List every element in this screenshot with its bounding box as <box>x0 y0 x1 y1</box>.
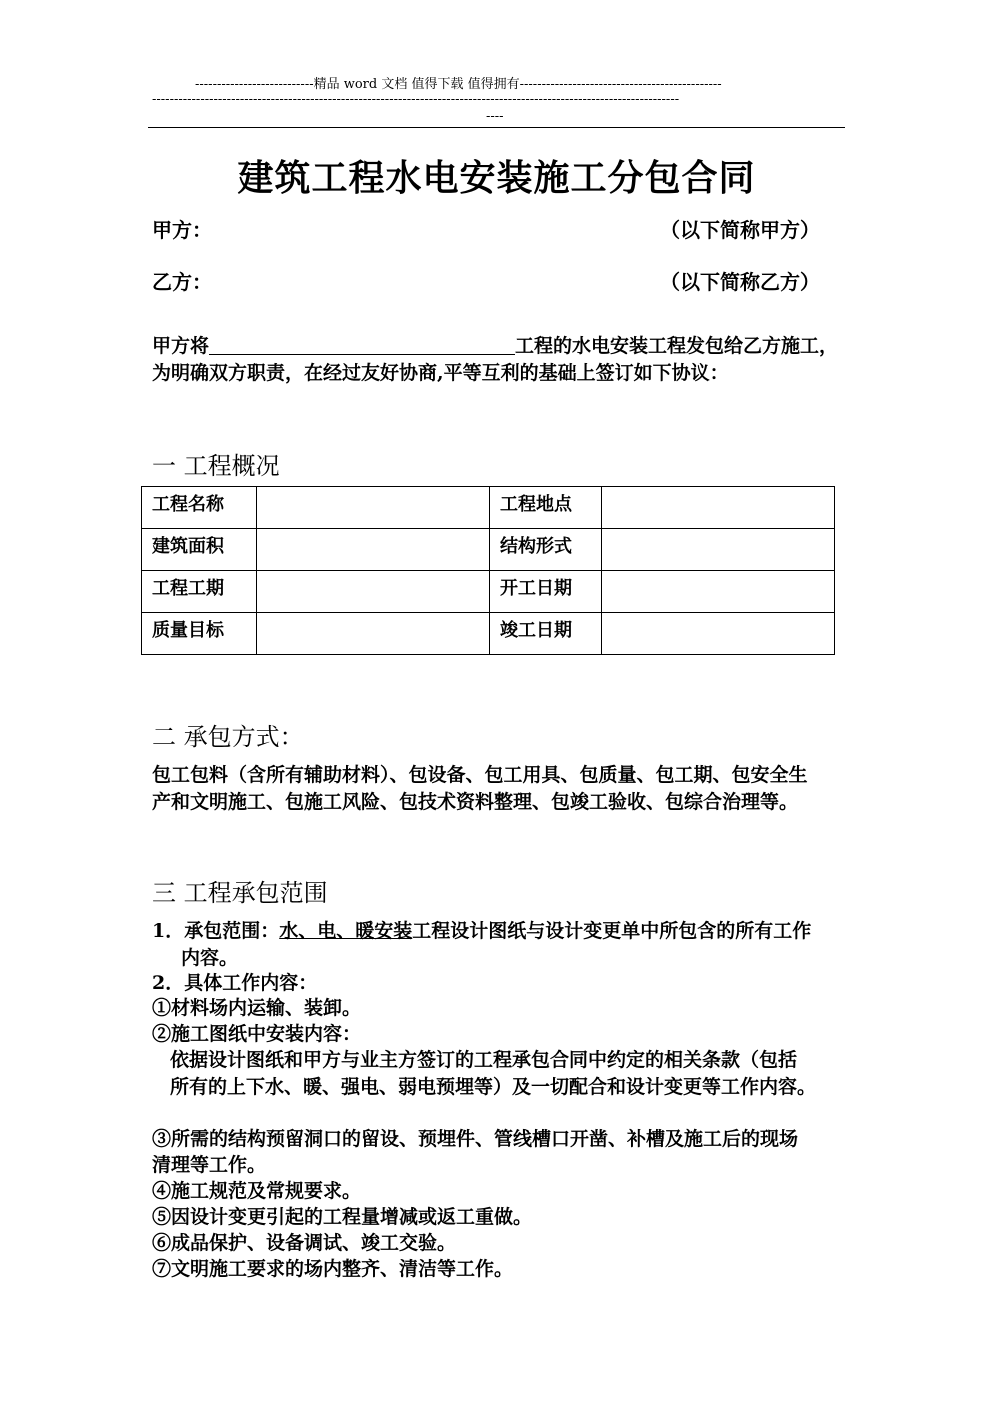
party-a-alias: （以下简称甲方） <box>660 218 820 242</box>
work-item-5: ⑤因设计变更引起的工程量增减或返工重做。 <box>152 1206 533 1228</box>
table-cell-value <box>257 613 490 655</box>
section2-heading: 二 承包方式： <box>152 723 304 751</box>
work-item-3-line-1: ③所需的结构预留洞口的留设、预埋件、管线槽口开凿、补槽及施工后的现场 <box>152 1128 799 1150</box>
scope-item-1-cont: 内容。 <box>181 947 239 969</box>
table-row <box>142 613 835 655</box>
table-cell-value <box>257 487 490 529</box>
intro-line-2: 为明确双方职责，在经过友好协商,平等互利的基础上签订如下协议： <box>152 362 729 384</box>
document-title: 建筑工程水电安装施工分包合同 <box>237 158 756 199</box>
work-item-4: ④施工规范及常规要求。 <box>152 1180 362 1202</box>
header-rule <box>148 127 845 128</box>
scope-item-1-prefix: 1．承包范围： <box>152 920 280 942</box>
work-item-2: ②施工图纸中安装内容： <box>152 1023 362 1045</box>
table-cell-label: 工程工期 <box>142 571 257 613</box>
section2-line-1: 包工包料（含所有辅助材料）、包设备、包工用具、包质量、包工期、包安全生 <box>152 764 808 786</box>
work-item-3-line-2: 清理等工作。 <box>152 1154 267 1176</box>
table-row <box>142 529 835 571</box>
scope-item-1-suffix: 工程设计图纸与设计变更单中所包含的所有工作 <box>412 920 812 942</box>
table-cell-value <box>257 571 490 613</box>
project-name-blank <box>209 334 515 355</box>
table-cell-label: 建筑面积 <box>142 529 257 571</box>
section3-heading: 三 工程承包范围 <box>152 879 328 907</box>
table-cell-value <box>602 571 835 613</box>
party-a-label: 甲方： <box>152 218 212 242</box>
work-item-7: ⑦文明施工要求的场内整齐、清洁等工作。 <box>152 1258 514 1280</box>
scope-item-1 <box>152 916 811 943</box>
party-b-label: 乙方： <box>152 270 212 294</box>
section1-heading: 一 工程概况 <box>152 452 280 480</box>
table-cell-value <box>257 529 490 571</box>
table-cell-label: 竣工日期 <box>490 613 602 655</box>
section2-line-2: 产和文明施工、包施工风险、包技术资料整理、包竣工验收、包综合治理等。 <box>152 791 799 813</box>
work-item-2-line-2: 所有的上下水、暖、强电、弱电预埋等）及一切配合和设计变更等工作内容。 <box>170 1076 817 1098</box>
table-cell-label: 质量目标 <box>142 613 257 655</box>
scope-item-2: 2．具体工作内容： <box>152 972 318 994</box>
table-cell-value <box>602 487 835 529</box>
table-cell-label: 结构形式 <box>490 529 602 571</box>
work-item-6: ⑥成品保护、设备调试、竣工交验。 <box>152 1232 457 1254</box>
table-cell-label: 开工日期 <box>490 571 602 613</box>
table-cell-value <box>602 529 835 571</box>
table-cell-value <box>602 613 835 655</box>
intro-prefix: 甲方将 <box>152 335 210 357</box>
project-overview-table <box>141 486 835 655</box>
intro-suffix: 工程的水电安装工程发包给乙方施工， <box>515 335 839 357</box>
table-cell-label: 工程地点 <box>490 487 602 529</box>
table-cell-label: 工程名称 <box>142 487 257 529</box>
intro-line-1 <box>152 331 838 358</box>
work-item-2-line-1: 依据设计图纸和甲方与业主方签订的工程承包合同中约定的相关条款（包括 <box>170 1049 798 1071</box>
scope-item-1-underlined: 水、电、暖安装 <box>279 920 413 942</box>
header-banner: ---------------------------精品 word 文档 值得下载 值得拥有---------------------------------------------- <box>195 77 722 92</box>
header-dash-line: ------------------------------------------------------------------------------------------------------------------------ <box>152 92 680 107</box>
party-b-alias: （以下简称乙方） <box>660 270 820 294</box>
work-item-1: ①材料场内运输、装卸。 <box>152 997 362 1019</box>
table-row <box>142 487 835 529</box>
header-dash-tail: ---- <box>486 109 504 124</box>
table-row <box>142 571 835 613</box>
